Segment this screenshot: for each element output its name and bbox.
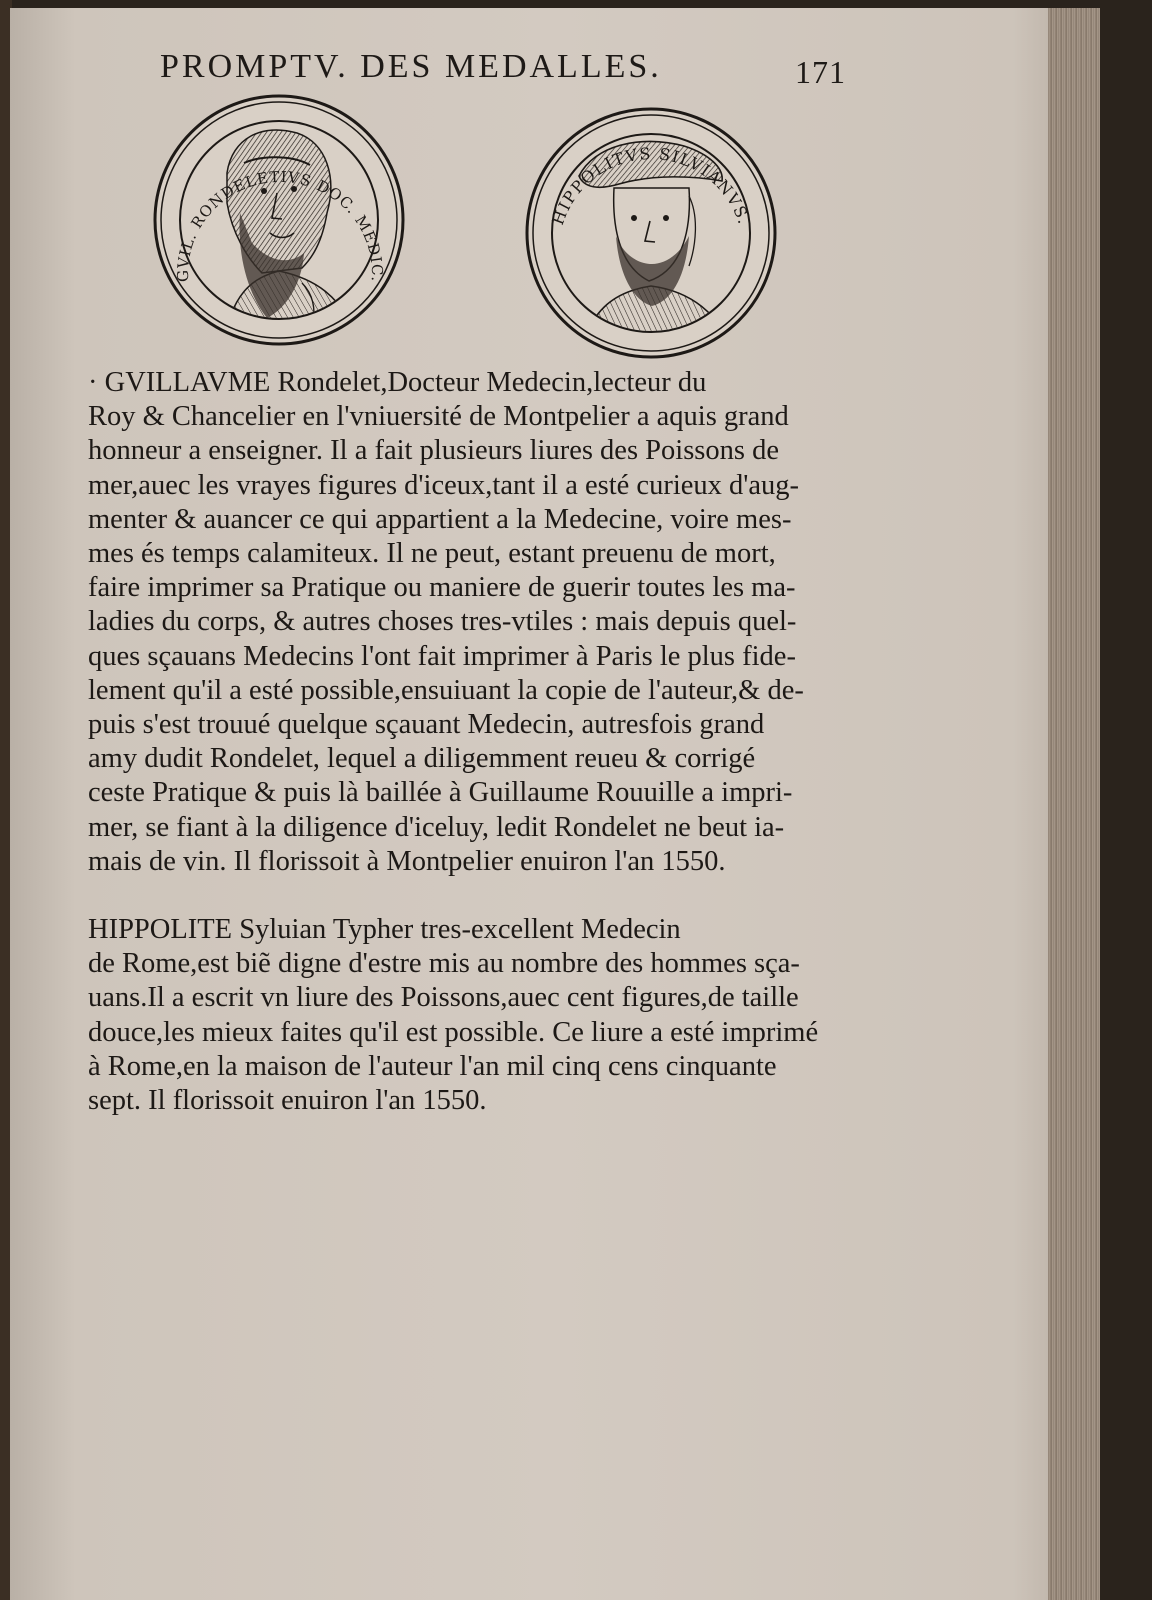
entry-line: amy dudit Rondelet, lequel a diligemment reueu & corrigé: [88, 743, 756, 775]
page-number: 171: [795, 54, 846, 90]
medal-rondelet-inscription: GVIL. RONDELETIVS DOC. MEDIC.: [173, 167, 387, 283]
medal-sylvian-engraving: [524, 106, 778, 360]
entry-line: mais de vin. Il florissoit à Montpelier enuiron l'an 1550.: [88, 845, 726, 877]
book-page: [10, 8, 1100, 1600]
running-head: [160, 48, 880, 88]
entry-line: HIPPOLITE Syluian Typher tres-excellent Medecin: [88, 914, 681, 945]
entry-line: mer,auec les vrayes figures d'iceux,tant il a esté curieux d'aug-: [88, 469, 800, 501]
entry-line: lement qu'il a esté possible,ensuiuant la copie de l'auteur,& de-: [88, 674, 804, 706]
running-title: PROMPTV. DES MEDALLES.: [160, 48, 662, 85]
entry-line: faire imprimer sa Pratique ou maniere de guerir toutes les ma-: [88, 572, 796, 604]
medal-rondelet-engraving: [152, 93, 406, 347]
entry-line: menter & auancer ce qui appartient a la Medecine, voire mes-: [88, 503, 792, 535]
entry-line: · GVILLAVME Rondelet,Docteur Medecin,lecteur du: [88, 367, 707, 398]
entry-line: de Rome,est biẽ digne d'estre mis au nombre des hommes sça-: [88, 948, 800, 980]
entry-line: honneur a enseigner. Il a fait plusieurs liures des Poissons de: [88, 435, 779, 467]
medal-rondelet: [152, 93, 406, 347]
entry-line: douce,les mieux faites qu'il est possible. Ce liure a esté imprimé: [88, 1016, 819, 1048]
entry-line: ceste Pratique & puis là baillée à Guillaume Rouuille a impri-: [88, 777, 793, 809]
entry-line: uans.Il a escrit vn liure des Poissons,auec cent figures,de taille: [88, 982, 799, 1014]
entry-line: puis s'est trouué quelque sçauant Medecin, autresfois grand: [88, 709, 765, 741]
entry-line: mes és temps calamiteux. Il ne peut, estant preuenu de mort,: [88, 538, 776, 570]
entry-line: Roy & Chancelier en l'vniuersité de Montpelier a aquis grand: [88, 401, 789, 433]
entry-rondelet: [88, 366, 888, 879]
medal-sylvian-inscription: HIPPOLITVS SILVIANVS.: [548, 143, 754, 228]
entry-line: ladies du corps, & autres choses tres-vtiles : mais depuis quel-: [88, 606, 797, 638]
page-edges: [1048, 8, 1100, 1600]
entry-line: sept. Il florissoit enuiron l'an 1550.: [88, 1085, 487, 1117]
entry-sylvian: [88, 913, 888, 1118]
entry-line: à Rome,en la maison de l'auteur l'an mil cinq cens cinquante: [88, 1050, 777, 1082]
medal-sylvian: [524, 106, 778, 360]
entry-line: mer, se fiant à la diligence d'iceluy, ledit Rondelet ne beut ia-: [88, 811, 785, 843]
entry-line: ques sçauans Medecins l'ont fait imprimer à Paris le plus fide-: [88, 640, 796, 672]
